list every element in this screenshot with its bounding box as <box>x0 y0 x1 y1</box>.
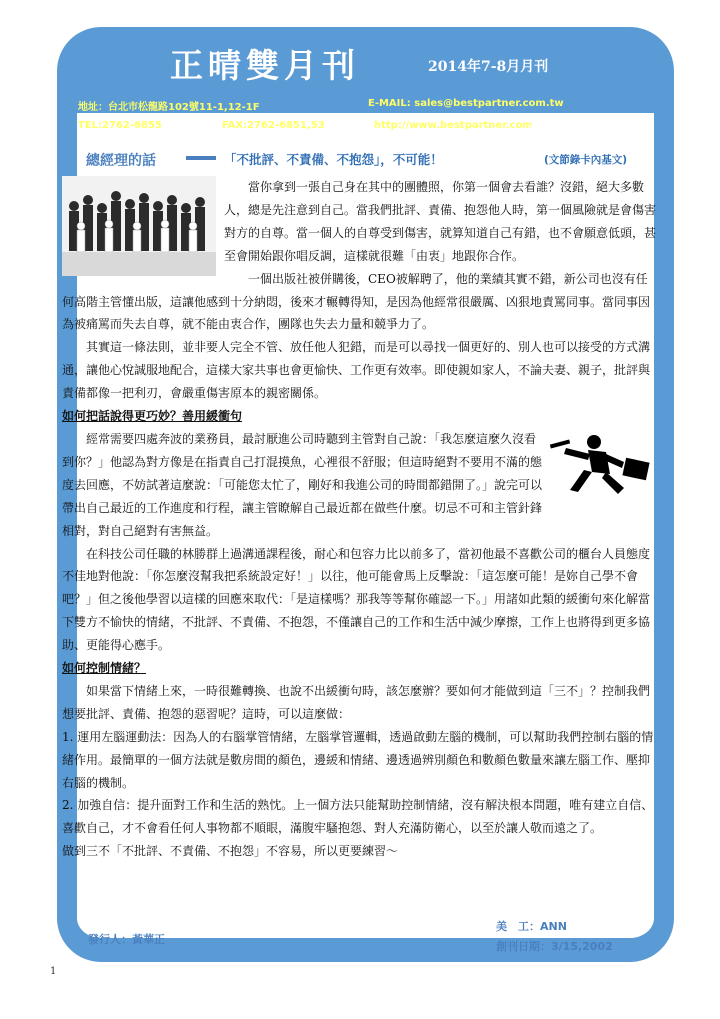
paragraph-8: 2. 加強自信：提升面對工作和生活的熟忱。上一個方法只能幫助控制情緒，沒有解決根本問題，唯有建立自信、喜歡自己，才不會看任何人事物都不順眼，滿腹牢騷抱怨、對人充滿防衛心，以至於讓人敬而遠之了。 <box>62 798 654 836</box>
fax: FAX:2762-6851,53 <box>222 120 325 131</box>
section-source: (文節錄卡內基文) <box>544 154 628 166</box>
newsletter-title: 正晴雙月刊 <box>170 46 360 85</box>
paragraph-2: 一個出版社被併購後，CEO被解聘了，他的業績其實不錯，新公司也沒有任何高階主管懂出版，這讓他感到十分納悶，後來才輾轉得知，是因為他經常很嚴厲、凶狠地責罵同事。當同事因為被痛罵而失去自尊，就不能由衷合作，團隊也失去力量和競爭力了。 <box>62 271 651 332</box>
art-credit: 美 工：ANN <box>496 920 567 933</box>
paragraph-3: 其實這一條法則，並非要人完全不管、放任他人犯錯，而是可以尋找一個更好的、別人也可以接受的方式溝通，讓他心悅誠服地配合，這樣大家共事也會更愉快、工作更有效率。即使親如家人，不論夫妻、親子，批評與責備都像一把利刃，會嚴重傷害原本的親密關係。 <box>62 340 651 401</box>
paragraph-4: 經常需要四處奔波的業務員，最討厭進公司時聽到主管對自己說：「我怎麼這麼久沒看到你？」他認為對方像是在指責自己打混摸魚，心裡很不舒服；但這時絕對不要用不滿的態度去回應，不妨試著這麼說：「可能您太忙了，剛好和我進公司的時間都錯開了。」說完可以帶出自己最近的工作進度和行程，讓主管瞭解自己最近都在做些什麼。切忌不可和主管針鋒相對，對自己絕對有害無益。 <box>62 431 543 538</box>
paragraph-9: 做到三不「不批評、不責備、不抱怨」不容易，所以更要練習～ <box>62 844 399 859</box>
section-divider <box>186 156 216 160</box>
paragraph-5: 在科技公司任職的林勝群上過溝通課程後，耐心和包容力比以前多了，當初他最不喜歡公司的櫃台人員態度不佳地對他說：「你怎麼沒幫我把系統設定好！」以往，他可能會馬上反擊說：「這怎麼可能！是妳自己學不會吧？」但之後他學習以這樣的回應來取代：「是這樣嗎？那我等等幫你確認一下。」用諸如此類的緩衝句來化解當下雙方不愉快的情緒，不批評、不責備、不抱怨，不僅讓自己的工作和生活中減少摩擦，工作上也將得到更多協助、更能得心應手。 <box>62 546 651 653</box>
founding-date: 創刊日期：3/15,2002 <box>496 940 613 953</box>
section-title: 總經理的話 <box>86 153 156 169</box>
group-photo <box>62 176 216 276</box>
article-body <box>62 176 656 863</box>
paragraph-7: 1. 運用左腦運動法：因為人的右腦掌管情緒，左腦掌管邏輯，透過啟動左腦的機制，可以幫助我們控制右腦的情緒作用。最簡單的一個方法就是數房間的顏色，邊緩和情緒、邊透過辨別顏色和數顏色數量來讓左腦工作、壓抑右腦的機制。 <box>62 729 654 790</box>
issue-label: 2014年7-8月月刊 <box>428 59 549 75</box>
page-number: 1 <box>50 966 57 977</box>
paragraph-6: 如果當下情緒上來，一時很難轉換、也說不出緩衝句時，該怎麼辦？要如何才能做到這「三不」？控制我們想要批評、責備、抱怨的惡習呢？這時，可以這麼做： <box>62 683 651 721</box>
paragraph-1: 當你拿到一張自己身在其中的團體照，你第一個會去看誰？沒錯，絕大多數人，總是先注意到自己。當我們批評、責備、抱怨他人時，第一個風險就是會傷害對方的自尊。當一個人的自尊受到傷害，就算知道自己有錯，也不會願意低頭，甚至會開始跟你唱反調，這樣就很難「由衷」地跟你合作。 <box>224 180 657 263</box>
heading-buffer-sentences: 如何把話說得更巧妙？善用緩衝句 <box>62 409 243 424</box>
publish-date: 發刊日期：9/25,2014 <box>530 120 647 133</box>
publisher: 發行人：黃華正 <box>88 933 165 946</box>
email: E-MAIL: sales@bestpartner.com.tw <box>368 98 564 109</box>
section-subtitle: 「不批評、不責備、不抱怨」，不可能！ <box>224 152 443 167</box>
telephone: TEL:2762-6855 <box>78 120 162 131</box>
website: http://www.bestpartner.com <box>374 120 533 131</box>
address: 地址：台北市松龍路102號11-1,12-1F <box>78 102 260 113</box>
running-businessman-icon <box>548 432 656 502</box>
heading-emotion-control: 如何控制情緒？ <box>62 661 147 676</box>
